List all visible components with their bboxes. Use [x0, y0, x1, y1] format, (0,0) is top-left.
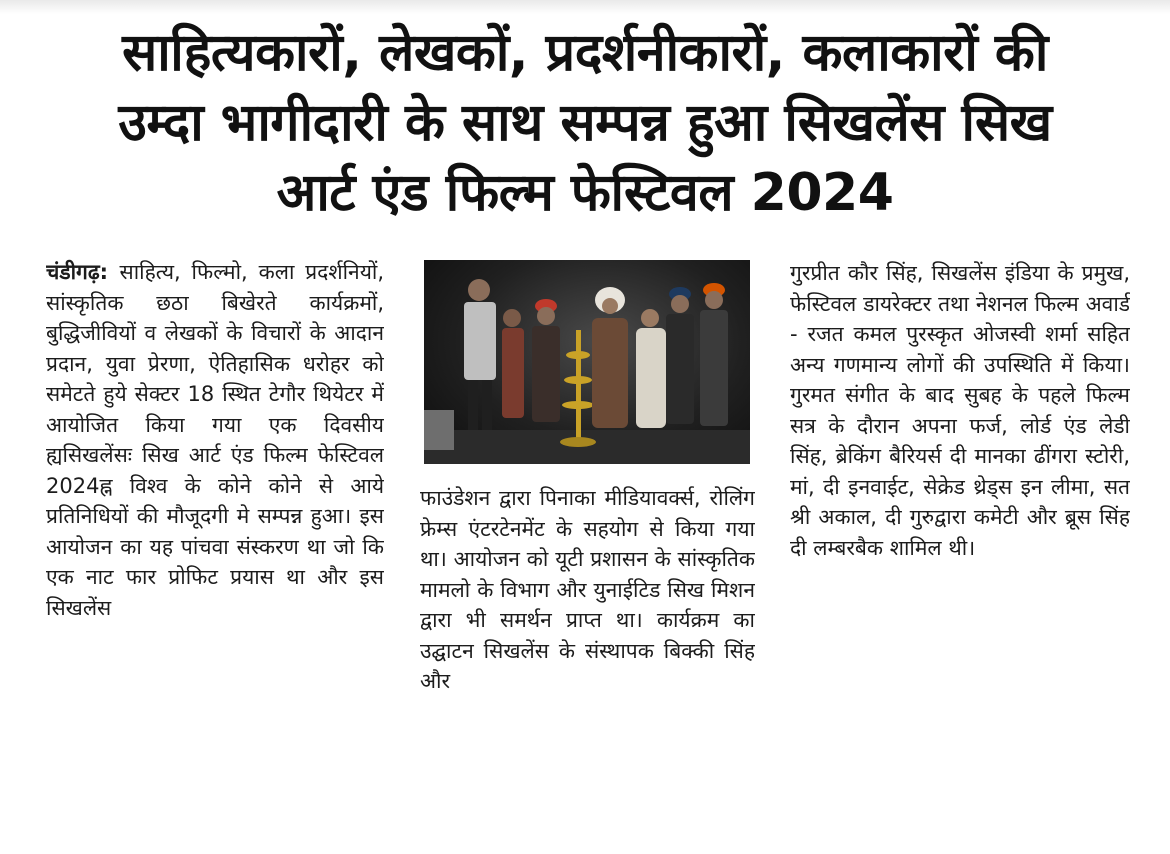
dateline: चंडीगढ़:	[46, 260, 120, 284]
lamp-lighting-photo-icon	[424, 260, 750, 464]
page-top-edge	[0, 0, 1170, 14]
column-3-text: गुरप्रीत कौर सिंह, सिखलेंस इंडिया के प्रमुख, फेस्टिवल डायरेक्टर तथा नेशनल फिल्म अवार्ड - रजत कमल पुरस्कृत ओजस्वी शर्मा सहित अन्य गणमान्य लोगों की उपस्थिति में किया। गुरमत संगीत के बाद सुबह के पहले फिल्म सत्र के दौरान अपना फर्ज, लोर्ड एंड लेडी सिंह, ब्रेकिंग बैरियर्स दी मानका ढींगरा स्टोरी, मां, दी इनवाईट, सेक्रेड थ्रेड्स इन लीमा, सत श्री अकाल, दी गुरुद्वारा कमेटी और ब्रूस सिंह दी लम्बरबैक शामिल थी।	[790, 261, 1130, 560]
event-photo	[424, 260, 750, 464]
headline-line-2: उम्दा भागीदारी के साथ सम्पन्न हुआ सिखलेंस सिख	[118, 93, 1052, 153]
headline	[30, 18, 1140, 228]
article-column-2	[420, 483, 755, 813]
article-column-1	[46, 257, 384, 817]
headline-line-1: साहित्यकारों, लेखकों, प्रदर्शनीकारों, कलाकारों की	[122, 23, 1048, 83]
column-2-text: फाउंडेशन द्वारा पिनाका मीडियावर्क्स, रोलिंग फ्रेम्स एंटरटेनमेंट के सहयोग से किया गया था। आयोजन को यूटी प्रशासन के सांस्कृतिक मामलो के विभाग और युनाईटिड सिख मिशन द्वारा भी समर्थन प्राप्त था। कार्यक्रम का उद्घाटन सिखलेंस के संस्थापक बिक्की सिंह और	[420, 486, 755, 693]
column-1-text: साहित्य, फिल्मो, कला प्रदर्शनियों, सांस्कृतिक छठा बिखेरते कार्यक्रमों, बुद्धिजीवियों व लेखकों के विचारों के आदान प्रदान, युवा प्रेरणा, ऐतिहासिक धरोहर को समेटते हुये सेक्टर 18 स्थित टेगौर थियेटर में आयोजित किया गया एक दिवसीय ह्यसिखलेंसः सिख आर्ट एंड फिल्म फेस्टिवल 2024ह्न विश्व के कोने कोने से आये प्रतिनिधियों की मौजूदगी मे सम्पन्न हुआ। इस आयोजन का यह पांचवा संस्करण था जो कि एक नाट फार प्रोफिट प्रयास था और इस सिखलेंस	[46, 260, 384, 620]
headline-line-3: आर्ट एंड फिल्म फेस्टिवल 2024	[276, 163, 894, 223]
article-column-3	[790, 258, 1130, 818]
